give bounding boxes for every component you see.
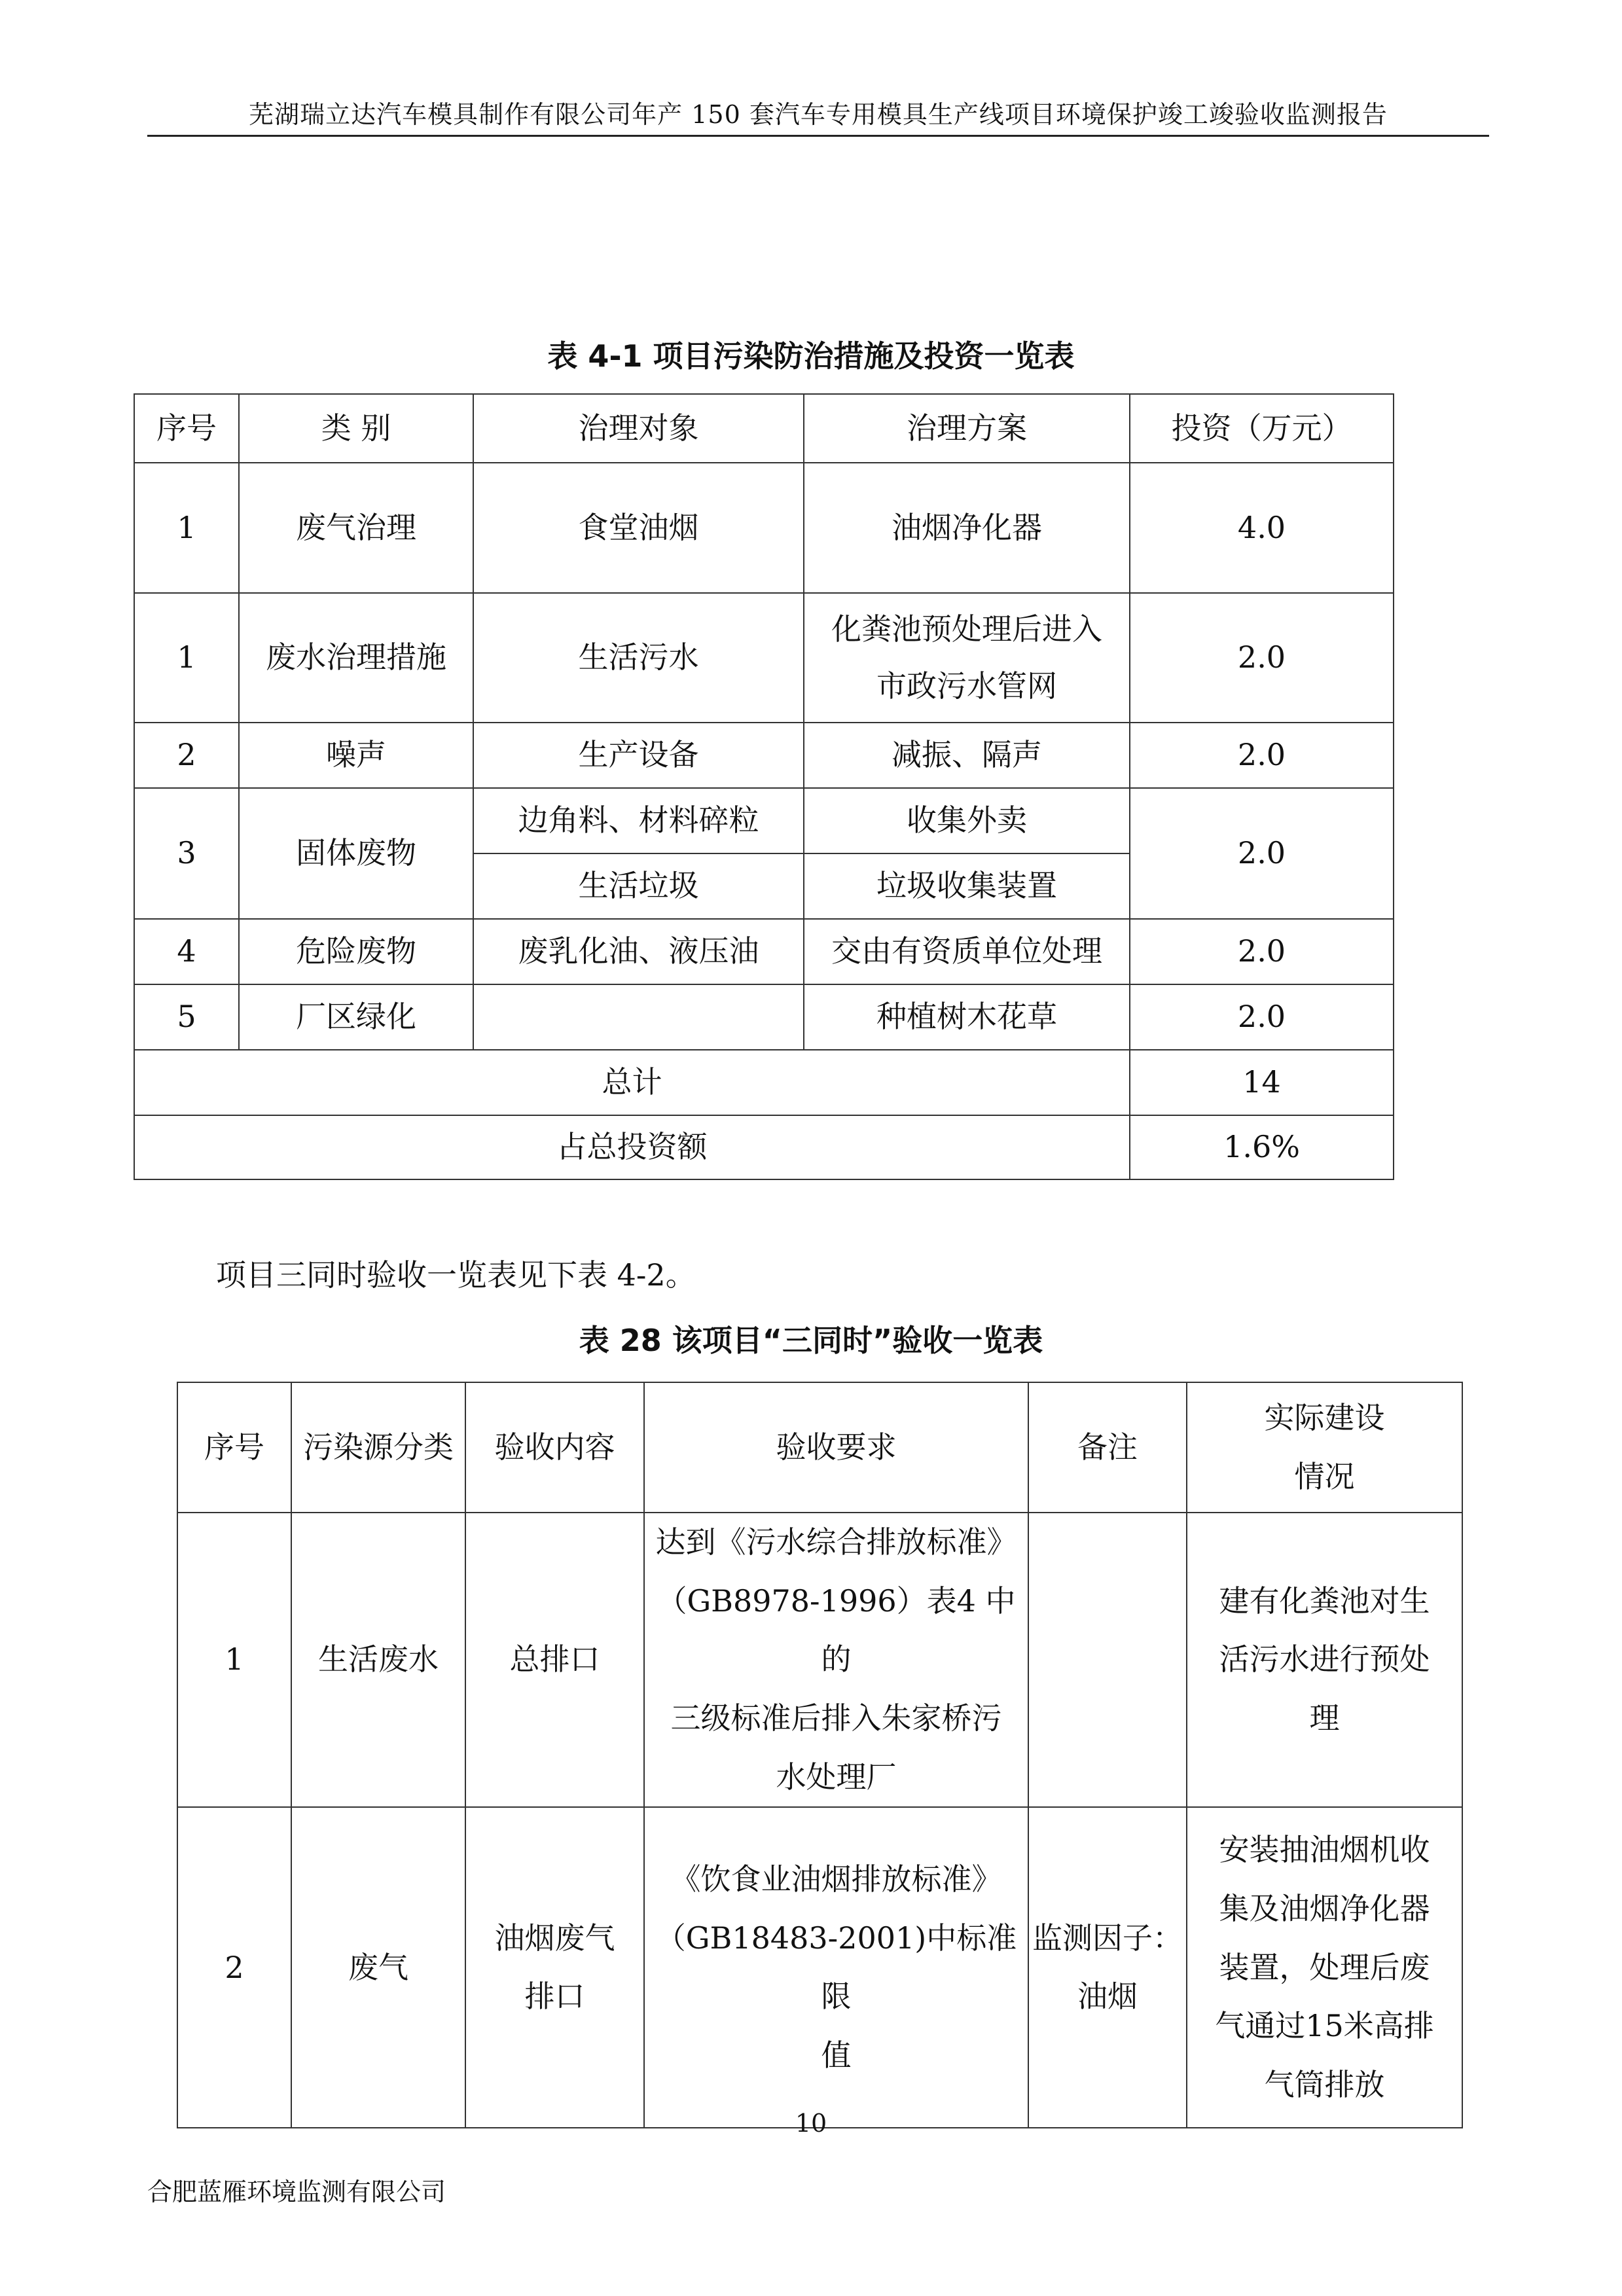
actual-line: 活污水进行预处 xyxy=(1219,1641,1430,1677)
row-plan: 交由有资质单位处理 xyxy=(804,919,1130,984)
row-target: 生活垃圾 xyxy=(473,853,804,919)
header-line: 情况 xyxy=(1294,1458,1355,1494)
table1-header-cell: 投资（万元） xyxy=(1130,394,1394,463)
table2-header-cell: 序号 xyxy=(177,1382,291,1513)
table-row xyxy=(134,984,1394,1050)
plan-line: 化粪池预处理后进入 xyxy=(831,611,1102,647)
content-line: 排口 xyxy=(524,1979,585,2015)
content-line: 油烟废气 xyxy=(494,1920,615,1956)
table1-header-cell: 治理对象 xyxy=(473,394,804,463)
row-target: 食堂油烟 xyxy=(473,463,804,593)
table2-caption: 表 28 该项目“三同时”验收一览表 xyxy=(579,1323,1043,1358)
table-row xyxy=(134,919,1394,984)
row-category: 固体废物 xyxy=(239,788,473,919)
row-category: 危险废物 xyxy=(239,919,473,984)
row-target: 废乳化油、液压油 xyxy=(473,919,804,984)
row-plan: 垃圾收集装置 xyxy=(804,853,1130,919)
row-target: 生活污水 xyxy=(473,593,804,723)
table-row xyxy=(134,593,1394,723)
note-line: 油烟 xyxy=(1077,1979,1138,2015)
table1-header-row xyxy=(134,394,1394,463)
note-line: 监测因子： xyxy=(1032,1920,1183,1956)
table2-header-cell: 验收内容 xyxy=(465,1382,644,1513)
acceptance-table xyxy=(177,1382,1463,2128)
table-row xyxy=(134,463,1394,593)
investment-table xyxy=(134,393,1394,1180)
requirement-line: （GB18483-2001)中标准限 xyxy=(655,1920,1017,2015)
table2-header-cell: 备注 xyxy=(1028,1382,1187,1513)
intro-paragraph: 项目三同时验收一览表见下表 4-2。 xyxy=(216,1257,696,1293)
header-line: 实际建设 xyxy=(1264,1399,1385,1435)
row-target: 边角料、材料碎粒 xyxy=(473,788,804,853)
row-plan: 油烟净化器 xyxy=(804,463,1130,593)
total-row xyxy=(134,1050,1394,1115)
requirement-line: 达到《污水综合排放标准》 xyxy=(655,1524,1017,1560)
row-content: 总排口 xyxy=(465,1513,644,1807)
row-category: 废气治理 xyxy=(239,463,473,593)
row-requirement xyxy=(644,1513,1028,1807)
row-category: 废水治理措施 xyxy=(239,593,473,723)
actual-line: 气通过15米高排 xyxy=(1215,2008,1434,2044)
actual-line: 理 xyxy=(1309,1700,1340,1736)
row-note xyxy=(1028,1807,1187,2128)
row-investment: 2.0 xyxy=(1130,984,1394,1050)
actual-line: 安装抽油烟机收 xyxy=(1219,1832,1430,1868)
ratio-label: 占总投资额 xyxy=(134,1115,1130,1179)
requirement-line: 值 xyxy=(821,2037,852,2073)
page-number: 10 xyxy=(795,2109,827,2138)
row-number: 3 xyxy=(134,788,239,919)
table-row xyxy=(134,788,1394,853)
total-label: 总计 xyxy=(134,1050,1130,1115)
total-value: 14 xyxy=(1130,1050,1394,1115)
table1-header-cell: 治理方案 xyxy=(804,394,1130,463)
row-investment: 2.0 xyxy=(1130,593,1394,723)
table1-header-cell: 序号 xyxy=(134,394,239,463)
actual-line: 装置，处理后废 xyxy=(1219,1949,1430,1985)
row-category: 厂区绿化 xyxy=(239,984,473,1050)
actual-line: 建有化粪池对生 xyxy=(1219,1583,1430,1619)
table-row xyxy=(177,1807,1462,2128)
row-number: 2 xyxy=(177,1807,291,2128)
header-divider xyxy=(147,135,1489,137)
row-investment: 2.0 xyxy=(1130,919,1394,984)
table2-header-cell: 污染源分类 xyxy=(291,1382,465,1513)
row-plan: 减振、隔声 xyxy=(804,723,1130,788)
row-plan: 种植树木花草 xyxy=(804,984,1130,1050)
row-actual xyxy=(1187,1513,1462,1807)
requirement-line: （GB8978-1996）表4 中的 xyxy=(657,1583,1016,1677)
actual-line: 集及油烟净化器 xyxy=(1219,1890,1430,1926)
row-note xyxy=(1028,1513,1187,1807)
row-actual xyxy=(1187,1807,1462,2128)
table1-header-cell: 类 别 xyxy=(239,394,473,463)
row-plan: 收集外卖 xyxy=(804,788,1130,853)
table2-header-cell: 验收要求 xyxy=(644,1382,1028,1513)
requirement-line: 《饮食业油烟排放标准》 xyxy=(670,1861,1002,1897)
plan-line: 市政污水管网 xyxy=(876,668,1057,704)
row-number: 4 xyxy=(134,919,239,984)
table2-header-row xyxy=(177,1382,1462,1513)
row-number: 5 xyxy=(134,984,239,1050)
requirement-line: 水处理厂 xyxy=(776,1759,897,1795)
page-header: 芜湖瑞立达汽车模具制作有限公司年产 150 套汽车专用模具生产线项目环境保护竣工竣验收监测报告 xyxy=(249,100,1388,129)
row-number: 1 xyxy=(177,1513,291,1807)
row-investment: 2.0 xyxy=(1130,788,1394,919)
table-row xyxy=(134,723,1394,788)
row-plan xyxy=(804,593,1130,723)
row-source: 废气 xyxy=(291,1807,465,2128)
requirement-line: 三级标准后排入朱家桥污 xyxy=(670,1700,1002,1736)
row-target xyxy=(473,984,804,1050)
row-number: 1 xyxy=(134,463,239,593)
table-row xyxy=(177,1513,1462,1807)
row-content xyxy=(465,1807,644,2128)
row-source: 生活废水 xyxy=(291,1513,465,1807)
row-investment: 4.0 xyxy=(1130,463,1394,593)
ratio-row xyxy=(134,1115,1394,1179)
row-number: 1 xyxy=(134,593,239,723)
table2-header-cell xyxy=(1187,1382,1462,1513)
row-number: 2 xyxy=(134,723,239,788)
row-requirement xyxy=(644,1807,1028,2128)
table1-caption: 表 4-1 项目污染防治措施及投资一览表 xyxy=(547,338,1075,374)
footer-company: 合肥蓝雁环境监测有限公司 xyxy=(147,2178,446,2206)
row-investment: 2.0 xyxy=(1130,723,1394,788)
ratio-value: 1.6% xyxy=(1130,1115,1394,1179)
row-category: 噪声 xyxy=(239,723,473,788)
row-target: 生产设备 xyxy=(473,723,804,788)
actual-line: 气筒排放 xyxy=(1264,2066,1385,2102)
